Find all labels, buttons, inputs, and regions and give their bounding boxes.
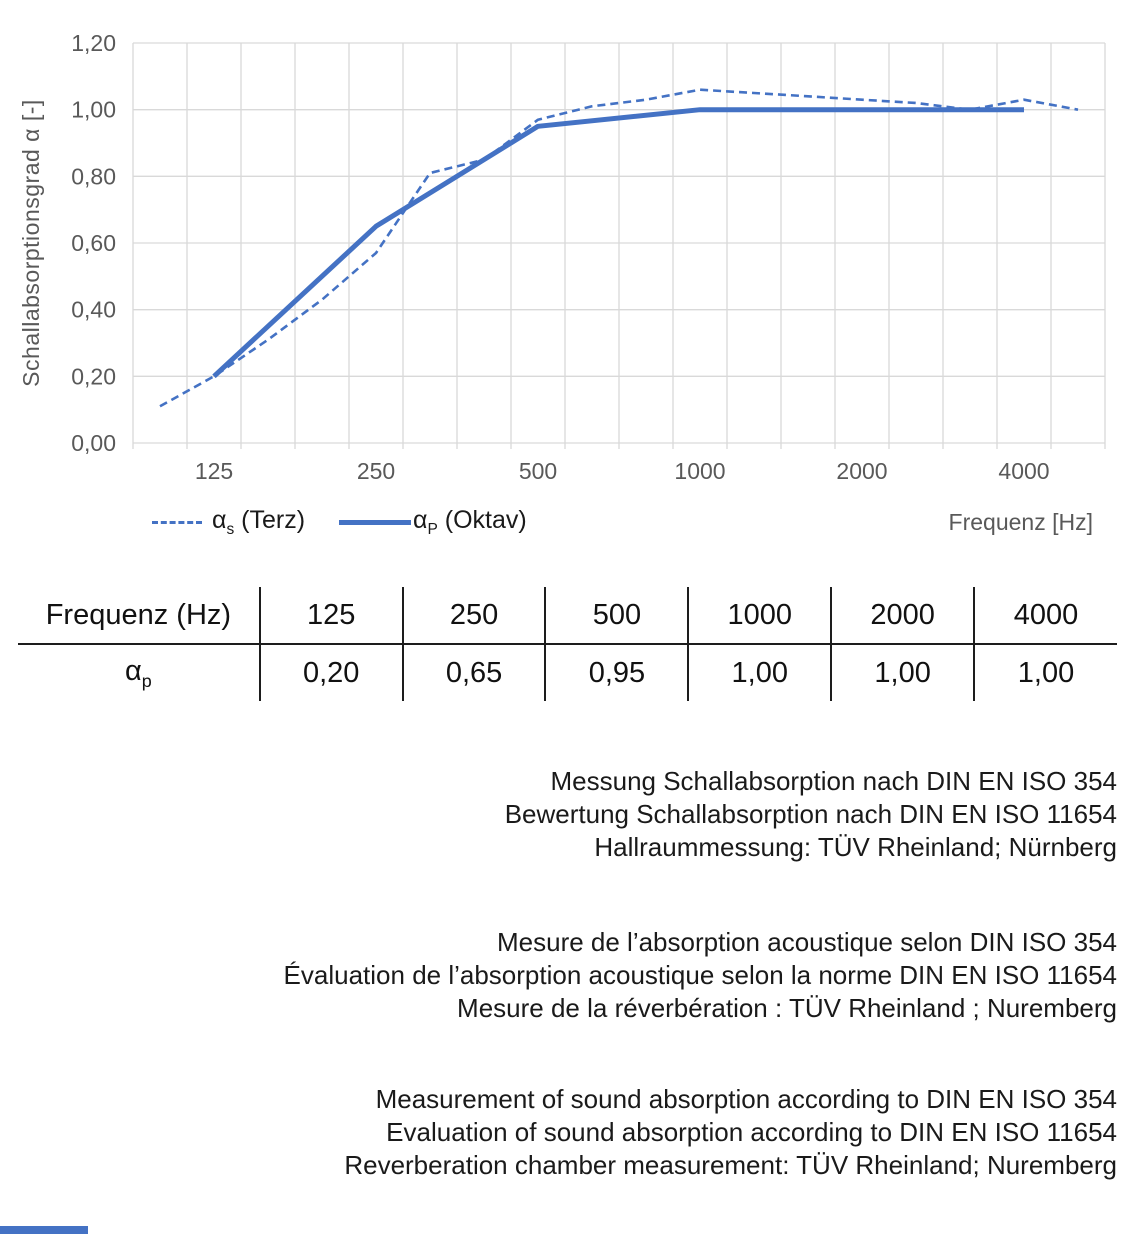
table-value-row [18, 644, 1117, 701]
x-axis-title: Frequenz [Hz] [948, 508, 1093, 535]
x-axis-tick-labels [195, 458, 1050, 484]
y-axis-title: Schallabsorptionsgrad α [-] [18, 99, 44, 387]
note-line: Reverberation chamber measurement: TÜV Rheinland; Nuremberg [344, 1150, 1117, 1180]
table-value-cell: 0,20 [260, 644, 403, 701]
notes-english [0, 1083, 1135, 1182]
note-line: Measurement of sound absorption according to DIN EN ISO 354 [375, 1084, 1117, 1114]
notes-french [0, 926, 1135, 1025]
table-frequency-cell: 250 [403, 587, 546, 644]
y-axis-tick-labels [71, 30, 116, 456]
x-tick-label: 1000 [674, 458, 726, 484]
x-tick-label: 500 [518, 458, 558, 484]
table-header-label: Frequenz (Hz) [18, 587, 260, 644]
legend-item-oktav [339, 506, 527, 539]
solid-line-sample [339, 520, 411, 525]
x-tick-label: 250 [356, 458, 396, 484]
chart-canvas [0, 0, 1135, 495]
table-frequency-cell: 125 [260, 587, 403, 644]
y-tick-label: 1,00 [71, 96, 116, 123]
x-tick-label: 125 [194, 458, 234, 484]
y-tick-label: 0,60 [71, 230, 116, 256]
footer-accent-bar [0, 1226, 88, 1234]
note-line: Mesure de la réverbération : TÜV Rheinland ; Nuremberg [457, 993, 1117, 1023]
note-line: Evaluation of sound absorption according to DIN EN ISO 11654 [386, 1117, 1117, 1147]
table-value-cell: 0,65 [403, 644, 546, 701]
legend-label-terz: $\alpha_s$ (Terz) [212, 505, 306, 538]
y-tick-label: 1,20 [71, 30, 116, 56]
notes-german [0, 765, 1135, 864]
chart-legend [152, 506, 527, 539]
x-tick-label: 4000 [998, 458, 1050, 484]
dashed-line-sample [152, 521, 202, 524]
table-value-cell: 0,95 [545, 644, 688, 701]
table-header-row [18, 587, 1117, 644]
legend-label-oktav: $\alpha_P$ (Oktav) [413, 505, 527, 538]
y-tick-label: 0,00 [71, 430, 116, 456]
legend-row [0, 497, 1135, 547]
table-frequency-cell: 4000 [974, 587, 1117, 644]
note-line: Évaluation de l’absorption acoustique selon la norme DIN EN ISO 11654 [283, 960, 1117, 990]
legend-item-terz [152, 506, 305, 539]
table-value-cell: 1,00 [831, 644, 974, 701]
table-frequency-cell: 1000 [688, 587, 831, 644]
note-line: Mesure de l’absorption acoustique selon DIN ISO 354 [496, 927, 1117, 957]
y-tick-label: 0,40 [71, 296, 116, 323]
x-tick-label: 2000 [836, 458, 888, 484]
y-tick-label: 0,80 [71, 163, 116, 190]
table-row-label: $\alpha_p$ [125, 654, 152, 691]
absorption-chart [0, 0, 1135, 495]
y-tick-label: 0,20 [71, 363, 116, 390]
note-line: Hallraummessung: TÜV Rheinland; Nürnberg [594, 832, 1117, 862]
note-line: Bewertung Schallabsorption nach DIN EN ISO 11654 [504, 799, 1117, 829]
absorption-table [18, 587, 1117, 701]
table-value-cell: 1,00 [974, 644, 1117, 701]
table-frequency-cell: 500 [545, 587, 688, 644]
table-frequency-cell: 2000 [831, 587, 974, 644]
table-value-cell: 1,00 [688, 644, 831, 701]
gridlines [133, 43, 1105, 449]
note-line: Messung Schallabsorption nach DIN EN ISO 354 [550, 766, 1117, 796]
